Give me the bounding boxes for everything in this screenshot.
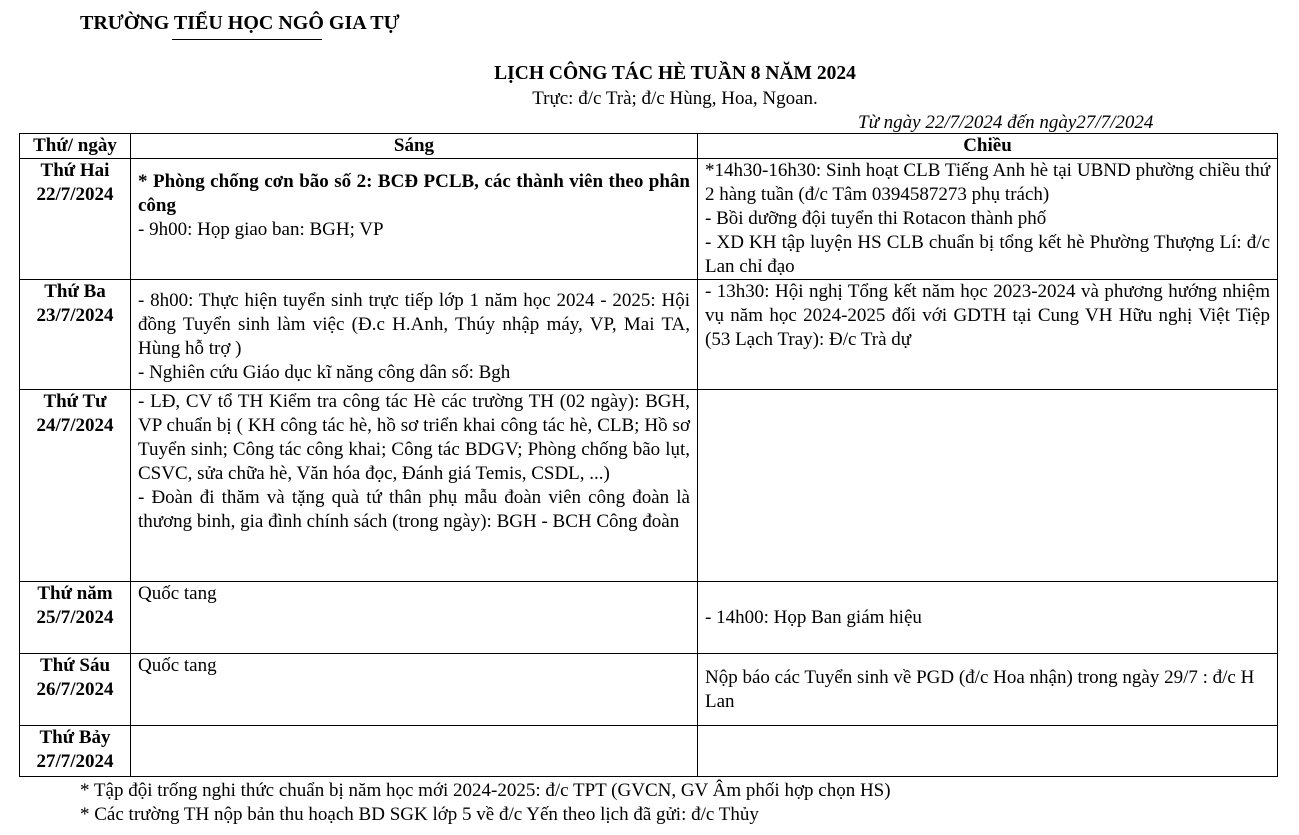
day-date: 24/7/2024 [36,415,114,436]
day-name: Thứ Tư [43,391,107,412]
date-range: Từ ngày 22/7/2024 đến ngày27/7/2024 [858,112,1154,133]
afternoon-item: Nộp báo các Tuyển sinh về PGD (đ/c Hoa nhận) trong ngày 29/7 : đ/c H Lan [705,666,1255,712]
day-name: Thứ Ba [44,281,106,302]
day-date: 23/7/2024 [36,305,114,326]
morning-cell [131,280,698,390]
table-row [20,726,1278,777]
table-row [20,159,1278,280]
afternoon-cell [698,159,1278,280]
morning-cell [131,159,698,280]
day-date: 22/7/2024 [36,184,114,205]
afternoon-cell [698,280,1278,390]
afternoon-item: *14h30-16h30: Sinh hoạt CLB Tiếng Anh hè tại UBND phường chiều thứ 2 hàng tuần (đ/c Tâm 0394587273 phụ trách) [705,160,1270,205]
school-name-underline [172,39,322,40]
day-name: Thứ năm [37,583,113,604]
afternoon-cell [698,390,1278,582]
day-cell [20,390,131,582]
day-name: Thứ Bảy [39,727,111,748]
day-date: 26/7/2024 [36,679,114,700]
morning-cell [131,390,698,582]
afternoon-cell [698,582,1278,654]
morning-item: - Đoàn đi thăm và tặng quà tứ thân phụ mẫu đoàn viên công đoàn là thương binh, gia đình chính sách (trong ngày): BGH - BCH Công đoàn [138,487,690,532]
document-title: LỊCH CÔNG TÁC HÈ TUẦN 8 NĂM 2024 [494,63,856,84]
day-name: Thứ Sáu [39,655,111,676]
afternoon-item: - Bồi dưỡng đội tuyển thi Rotacon thành phố [705,208,1047,229]
header-afternoon: Chiều [698,134,1278,159]
note-item: * Tập đội trống nghi thức chuẩn bị năm học mới 2024-2025: đ/c TPT (GVCN, GV Âm phối hợp chọn HS) [80,780,891,801]
afternoon-item: - 14h00: Họp Ban giám hiệu [705,606,922,628]
morning-item: * Phòng chống cơn bão số 2: BCĐ PCLB, các thành viên theo phân công [138,171,690,216]
afternoon-item: - 13h30: Hội nghị Tổng kết năm học 2023-2024 và phương hướng nhiệm vụ năm học 2024-2025 đối với GDTH tại Cung VH Hữu nghị Việt Tiệp (53 Lạch Tray): Đ/c Trà dự [705,281,1270,350]
morning-item: - LĐ, CV tổ TH Kiểm tra công tác Hè các trường TH (02 ngày): BGH, VP chuẩn bị ( KH công tác hè, hồ sơ triển khai công tác hè, CLB; Hồ sơ Tuyển sinh; Công tác công khai; Công tác BDGV; Phòng chống bão lụt, CSVC, sửa chữa hè, Văn hóa đọc, Đánh giá Temis, CSDL, ...) [138,391,690,484]
day-cell [20,726,131,777]
note-item: * Các trường TH nộp bản thu hoạch BD SGK lớp 5 về đ/c Yến theo lịch đã gửi: đ/c Thủy [80,804,759,825]
duty-line: Trực: đ/c Trà; đ/c Hùng, Hoa, Ngoan. [532,88,818,109]
day-date: 27/7/2024 [36,751,114,772]
table-row [20,582,1278,654]
morning-cell [131,582,698,654]
table-header-row [20,134,1278,159]
morning-item: Quốc tang [138,655,217,676]
afternoon-item: - XD KH tập luyện HS CLB chuẩn bị tổng kết hè Phường Thượng Lí: đ/c Lan chỉ đạo [705,232,1270,277]
header-morning: Sáng [131,134,698,159]
morning-item: - Nghiên cứu Giáo dục kĩ năng công dân số: Bgh [138,362,511,383]
morning-item: - 9h00: Họp giao ban: BGH; VP [138,219,384,240]
day-cell [20,582,131,654]
afternoon-cell [698,726,1278,777]
header-day: Thứ/ ngày [20,134,131,159]
morning-item: - 8h00: Thực hiện tuyển sinh trực tiếp lớp 1 năm học 2024 - 2025: Hội đồng Tuyển sinh làm việc (Đ.c H.Anh, Thúy nhập máy, VP, Mai TA, Hùng hỗ trợ ) [138,290,690,359]
notes [80,779,891,827]
schedule-table [19,133,1278,777]
morning-item: Quốc tang [138,583,217,604]
morning-cell [131,654,698,726]
day-date: 25/7/2024 [36,607,114,628]
table-row [20,390,1278,582]
table-row [20,654,1278,726]
day-cell [20,159,131,280]
table-row [20,280,1278,390]
morning-cell [131,726,698,777]
day-name: Thứ Hai [40,160,110,181]
afternoon-cell [698,654,1278,726]
day-cell [20,654,131,726]
day-cell [20,280,131,390]
school-name: TRƯỜNG TIỂU HỌC NGÔ GIA TỰ [80,12,400,34]
